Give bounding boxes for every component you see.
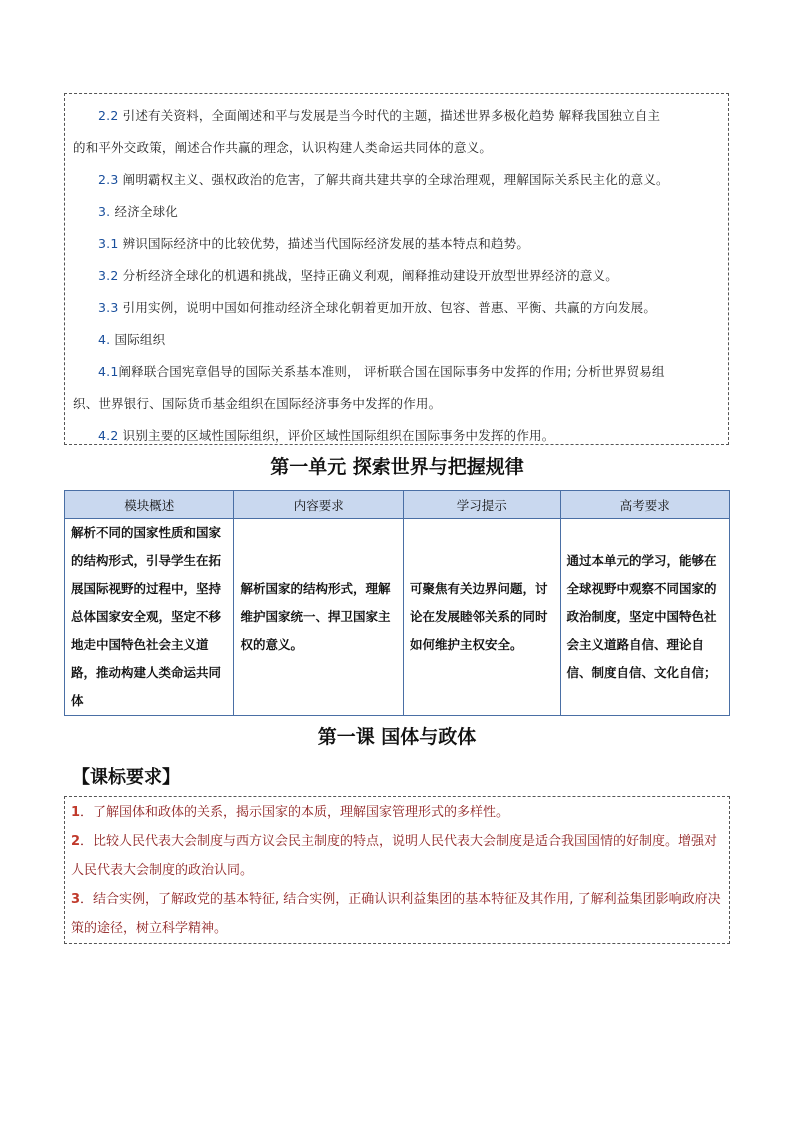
table-header-row (65, 491, 730, 519)
table-row (65, 519, 730, 716)
cell-content-requirements: 解析国家的结构形式，理解维护国家统一、捍卫国家主权的意义。 (234, 519, 403, 716)
standards-box (64, 796, 730, 944)
standard-2-2: 2.2 引述有关资料，全面阐述和平与发展是当今时代的主题，描述世界多极化趋势 解释我国独立自主 (98, 108, 661, 123)
header-content-requirements: 内容要求 (234, 491, 403, 519)
standard-2-2-cont: 的和平外交政策，阐述合作共赢的理念，认识构建人类命运共同体的意义。 (73, 140, 493, 155)
standard-2-3: 2.3 阐明霸权主义、强权政治的危害，了解共商共建共享的全球治理观，理解国际关系民主化的意义。 (98, 172, 669, 187)
standard-item-2: 2．比较人民代表大会制度与西方议会民主制度的特点，说明人民代表大会制度是适合我国国情的好制度。增强对人民代表大会制度的政治认同。 (71, 834, 718, 878)
standard-4-2: 4.2 识别主要的区域性国际组织，评价区域性国际组织在国际事务中发挥的作用。 (98, 428, 555, 443)
header-module-overview: 模块概述 (65, 491, 234, 519)
standard-4-1-cont: 织、世界银行、国际货币基金组织在国际经济事务中发挥的作用。 (73, 396, 442, 411)
standard-item-1: 1．了解国体和政体的关系，揭示国家的本质，理解国家管理形式的多样性。 (71, 805, 510, 820)
cell-module-overview: 解析不同的国家性质和国家的结构形式，引导学生在拓展国际视野的过程中，坚持总体国家安全观，坚定不移地走中国特色社会主义道路，推动构建人类命运共同体 (65, 519, 234, 716)
lesson-title: 第一课 国体与政体 (317, 726, 477, 748)
standard-3-2: 3.2 分析经济全球化的机遇和挑战，坚持正确义利观，阐释推动建设开放型世界经济的意义。 (98, 268, 618, 283)
section-4-heading: 4. 国际组织 (98, 332, 166, 347)
standards-heading: 【课标要求】 (72, 767, 180, 788)
cell-learning-tips: 可聚焦有关边界问题，讨论在发展睦邻关系的同时如何维护主权安全。 (403, 519, 560, 716)
standard-3-1: 3.1 辨识国际经济中的比较优势，描述当代国际经济发展的基本特点和趋势。 (98, 236, 530, 251)
standard-3-3: 3.3 引用实例，说明中国如何推动经济全球化朝着更加开放、包容、普惠、平衡、共赢的方向发展。 (98, 300, 657, 315)
header-learning-tips: 学习提示 (403, 491, 560, 519)
unit-requirements-table (64, 490, 730, 716)
header-exam-requirements: 高考要求 (560, 491, 730, 519)
section-3-heading: 3. 经济全球化 (98, 204, 179, 219)
curriculum-standards-box (64, 93, 729, 445)
standard-4-1: 4.1阐释联合国宪章倡导的国际关系基本准则， 评析联合国在国际事务中发挥的作用; 分析世界贸易组 (98, 364, 665, 379)
standard-item-3: 3．结合实例，了解政党的基本特征, 结合实例，正确认识利益集团的基本特征及其作用, 了解利益集团影响政府决策的途径，树立科学精神。 (71, 892, 721, 936)
cell-exam-requirements: 通过本单元的学习，能够在全球视野中观察不同国家的政治制度，坚定中国特色社会主义道路自信、理论自信、制度自信、文化自信； (560, 519, 730, 716)
unit-title: 第一单元 探索世界与把握规律 (270, 456, 524, 478)
